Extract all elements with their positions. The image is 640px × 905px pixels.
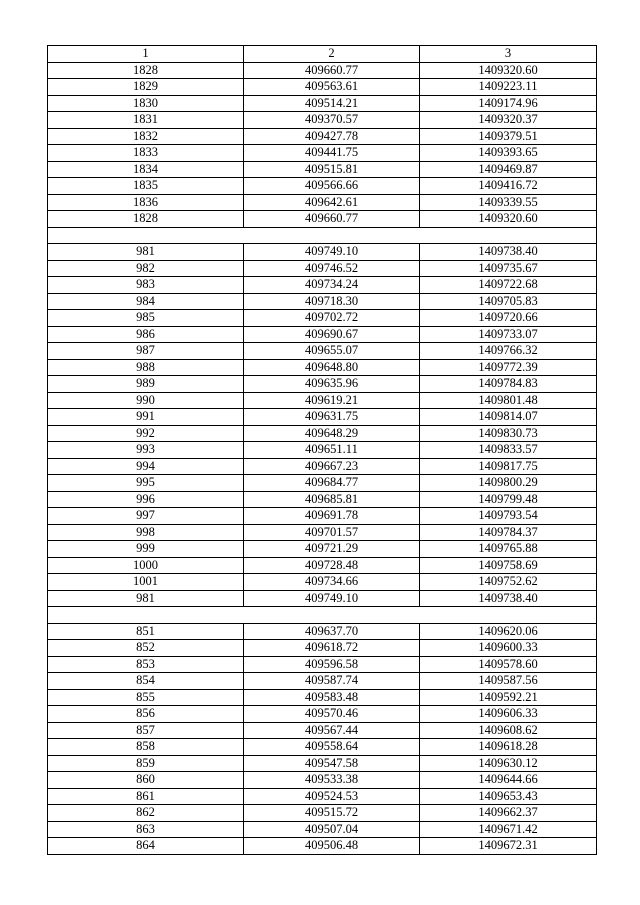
y-coordinate-cell: 1409817.75 [420,458,597,475]
coordinates-table [47,45,597,855]
y-coordinate-cell: 1409320.60 [420,211,597,228]
x-coordinate-cell: 409596.58 [244,656,420,673]
point-number-cell: 991 [48,409,244,426]
x-coordinate-cell: 409533.38 [244,772,420,789]
x-coordinate-cell: 409570.46 [244,706,420,723]
y-coordinate-cell: 1409662.37 [420,805,597,822]
y-coordinate-cell: 1409793.54 [420,508,597,525]
point-number-cell: 996 [48,491,244,508]
y-coordinate-cell: 1409608.62 [420,722,597,739]
x-coordinate-cell: 409619.21 [244,392,420,409]
table-row [48,541,597,558]
point-number-cell: 857 [48,722,244,739]
y-coordinate-cell: 1409600.33 [420,640,597,657]
x-coordinate-cell: 409567.44 [244,722,420,739]
table-row [48,524,597,541]
y-coordinate-cell: 1409738.40 [420,590,597,607]
y-coordinate-cell: 1409735.67 [420,260,597,277]
y-coordinate-cell: 1409320.60 [420,62,597,79]
point-number-cell: 1834 [48,161,244,178]
y-coordinate-cell: 1409587.56 [420,673,597,690]
y-coordinate-cell: 1409765.88 [420,541,597,558]
point-number-cell: 997 [48,508,244,525]
table-row [48,359,597,376]
point-number-cell: 1832 [48,128,244,145]
y-coordinate-cell: 1409653.43 [420,788,597,805]
table-row [48,211,597,228]
table-row [48,640,597,657]
y-coordinate-cell: 1409752.62 [420,574,597,591]
table-row [48,392,597,409]
table-row [48,145,597,162]
point-number-cell: 858 [48,739,244,756]
y-coordinate-cell: 1409720.66 [420,310,597,327]
x-coordinate-cell: 409749.10 [244,590,420,607]
x-coordinate-cell: 409642.61 [244,194,420,211]
point-number-cell: 1835 [48,178,244,195]
y-coordinate-cell: 1409733.07 [420,326,597,343]
x-coordinate-cell: 409721.29 [244,541,420,558]
y-coordinate-cell: 1409784.37 [420,524,597,541]
point-number-cell: 851 [48,623,244,640]
y-coordinate-cell: 1409416.72 [420,178,597,195]
x-coordinate-cell: 409660.77 [244,62,420,79]
column-header-x: 2 [244,46,420,63]
x-coordinate-cell: 409558.64 [244,739,420,756]
x-coordinate-cell: 409506.48 [244,838,420,855]
y-coordinate-cell: 1409592.21 [420,689,597,706]
y-coordinate-cell: 1409799.48 [420,491,597,508]
y-coordinate-cell: 1409738.40 [420,244,597,261]
column-header-point: 1 [48,46,244,63]
x-coordinate-cell: 409507.04 [244,821,420,838]
table-row [48,491,597,508]
x-coordinate-cell: 409734.66 [244,574,420,591]
table-row [48,821,597,838]
y-coordinate-cell: 1409705.83 [420,293,597,310]
y-coordinate-cell: 1409800.29 [420,475,597,492]
x-coordinate-cell: 409524.53 [244,788,420,805]
x-coordinate-cell: 409684.77 [244,475,420,492]
point-number-cell: 1836 [48,194,244,211]
y-coordinate-cell: 1409174.96 [420,95,597,112]
point-number-cell: 985 [48,310,244,327]
point-number-cell: 999 [48,541,244,558]
x-coordinate-cell: 409655.07 [244,343,420,360]
point-number-cell: 861 [48,788,244,805]
table-row [48,574,597,591]
y-coordinate-cell: 1409722.68 [420,277,597,294]
x-coordinate-cell: 409515.81 [244,161,420,178]
table-row [48,788,597,805]
table-row [48,656,597,673]
point-number-cell: 987 [48,343,244,360]
y-coordinate-cell: 1409393.65 [420,145,597,162]
table-row [48,376,597,393]
x-coordinate-cell: 409648.80 [244,359,420,376]
x-coordinate-cell: 409441.75 [244,145,420,162]
x-coordinate-cell: 409667.23 [244,458,420,475]
table-row [48,425,597,442]
point-number-cell: 1829 [48,79,244,96]
point-number-cell: 982 [48,260,244,277]
table-row [48,79,597,96]
point-number-cell: 994 [48,458,244,475]
table-row [48,722,597,739]
table-row [48,260,597,277]
table-row [48,772,597,789]
table-row [48,739,597,756]
point-number-cell: 998 [48,524,244,541]
point-number-cell: 1000 [48,557,244,574]
point-number-cell: 981 [48,244,244,261]
x-coordinate-cell: 409566.66 [244,178,420,195]
point-number-cell: 859 [48,755,244,772]
section-separator-row [48,227,597,244]
section-separator-cell [48,607,597,624]
table-row [48,442,597,459]
section-separator-cell [48,227,597,244]
x-coordinate-cell: 409728.48 [244,557,420,574]
y-coordinate-cell: 1409801.48 [420,392,597,409]
x-coordinate-cell: 409515.72 [244,805,420,822]
y-coordinate-cell: 1409758.69 [420,557,597,574]
x-coordinate-cell: 409749.10 [244,244,420,261]
table-row [48,62,597,79]
point-number-cell: 1001 [48,574,244,591]
point-number-cell: 1831 [48,112,244,129]
table-row [48,244,597,261]
x-coordinate-cell: 409514.21 [244,95,420,112]
x-coordinate-cell: 409563.61 [244,79,420,96]
point-number-cell: 1828 [48,62,244,79]
point-number-cell: 856 [48,706,244,723]
y-coordinate-cell: 1409606.33 [420,706,597,723]
point-number-cell: 989 [48,376,244,393]
table-row [48,178,597,195]
document-page [47,45,596,855]
y-coordinate-cell: 1409644.66 [420,772,597,789]
y-coordinate-cell: 1409379.51 [420,128,597,145]
point-number-cell: 1833 [48,145,244,162]
table-row [48,326,597,343]
x-coordinate-cell: 409648.29 [244,425,420,442]
y-coordinate-cell: 1409618.28 [420,739,597,756]
point-number-cell: 988 [48,359,244,376]
y-coordinate-cell: 1409830.73 [420,425,597,442]
table-row [48,706,597,723]
x-coordinate-cell: 409701.57 [244,524,420,541]
y-coordinate-cell: 1409784.83 [420,376,597,393]
point-number-cell: 862 [48,805,244,822]
x-coordinate-cell: 409691.78 [244,508,420,525]
x-coordinate-cell: 409618.72 [244,640,420,657]
point-number-cell: 995 [48,475,244,492]
x-coordinate-cell: 409685.81 [244,491,420,508]
table-row [48,689,597,706]
x-coordinate-cell: 409587.74 [244,673,420,690]
point-number-cell: 860 [48,772,244,789]
point-number-cell: 852 [48,640,244,657]
x-coordinate-cell: 409651.11 [244,442,420,459]
point-number-cell: 986 [48,326,244,343]
table-header-row [48,46,597,63]
x-coordinate-cell: 409635.96 [244,376,420,393]
point-number-cell: 854 [48,673,244,690]
table-row [48,343,597,360]
y-coordinate-cell: 1409320.37 [420,112,597,129]
point-number-cell: 855 [48,689,244,706]
point-number-cell: 1828 [48,211,244,228]
table-row [48,805,597,822]
x-coordinate-cell: 409734.24 [244,277,420,294]
x-coordinate-cell: 409660.77 [244,211,420,228]
y-coordinate-cell: 1409620.06 [420,623,597,640]
y-coordinate-cell: 1409772.39 [420,359,597,376]
table-row [48,310,597,327]
x-coordinate-cell: 409718.30 [244,293,420,310]
point-number-cell: 984 [48,293,244,310]
point-number-cell: 983 [48,277,244,294]
x-coordinate-cell: 409702.72 [244,310,420,327]
x-coordinate-cell: 409690.67 [244,326,420,343]
y-coordinate-cell: 1409766.32 [420,343,597,360]
x-coordinate-cell: 409746.52 [244,260,420,277]
table-row [48,623,597,640]
table-row [48,161,597,178]
table-row [48,293,597,310]
point-number-cell: 993 [48,442,244,459]
column-header-y: 3 [420,46,597,63]
table-row [48,475,597,492]
x-coordinate-cell: 409631.75 [244,409,420,426]
point-number-cell: 853 [48,656,244,673]
table-row [48,277,597,294]
table-row [48,673,597,690]
y-coordinate-cell: 1409339.55 [420,194,597,211]
table-row [48,128,597,145]
point-number-cell: 864 [48,838,244,855]
table-row [48,112,597,129]
table-row [48,95,597,112]
point-number-cell: 1830 [48,95,244,112]
x-coordinate-cell: 409547.58 [244,755,420,772]
point-number-cell: 990 [48,392,244,409]
table-row [48,194,597,211]
point-number-cell: 863 [48,821,244,838]
point-number-cell: 992 [48,425,244,442]
section-separator-row [48,607,597,624]
point-number-cell: 981 [48,590,244,607]
table-row [48,590,597,607]
x-coordinate-cell: 409583.48 [244,689,420,706]
y-coordinate-cell: 1409814.07 [420,409,597,426]
x-coordinate-cell: 409370.57 [244,112,420,129]
table-row [48,409,597,426]
y-coordinate-cell: 1409630.12 [420,755,597,772]
y-coordinate-cell: 1409578.60 [420,656,597,673]
y-coordinate-cell: 1409671.42 [420,821,597,838]
table-row [48,458,597,475]
table-row [48,508,597,525]
x-coordinate-cell: 409637.70 [244,623,420,640]
table-row [48,838,597,855]
table-row [48,557,597,574]
y-coordinate-cell: 1409469.87 [420,161,597,178]
y-coordinate-cell: 1409223.11 [420,79,597,96]
x-coordinate-cell: 409427.78 [244,128,420,145]
table-body [48,62,597,854]
table-row [48,755,597,772]
y-coordinate-cell: 1409672.31 [420,838,597,855]
y-coordinate-cell: 1409833.57 [420,442,597,459]
